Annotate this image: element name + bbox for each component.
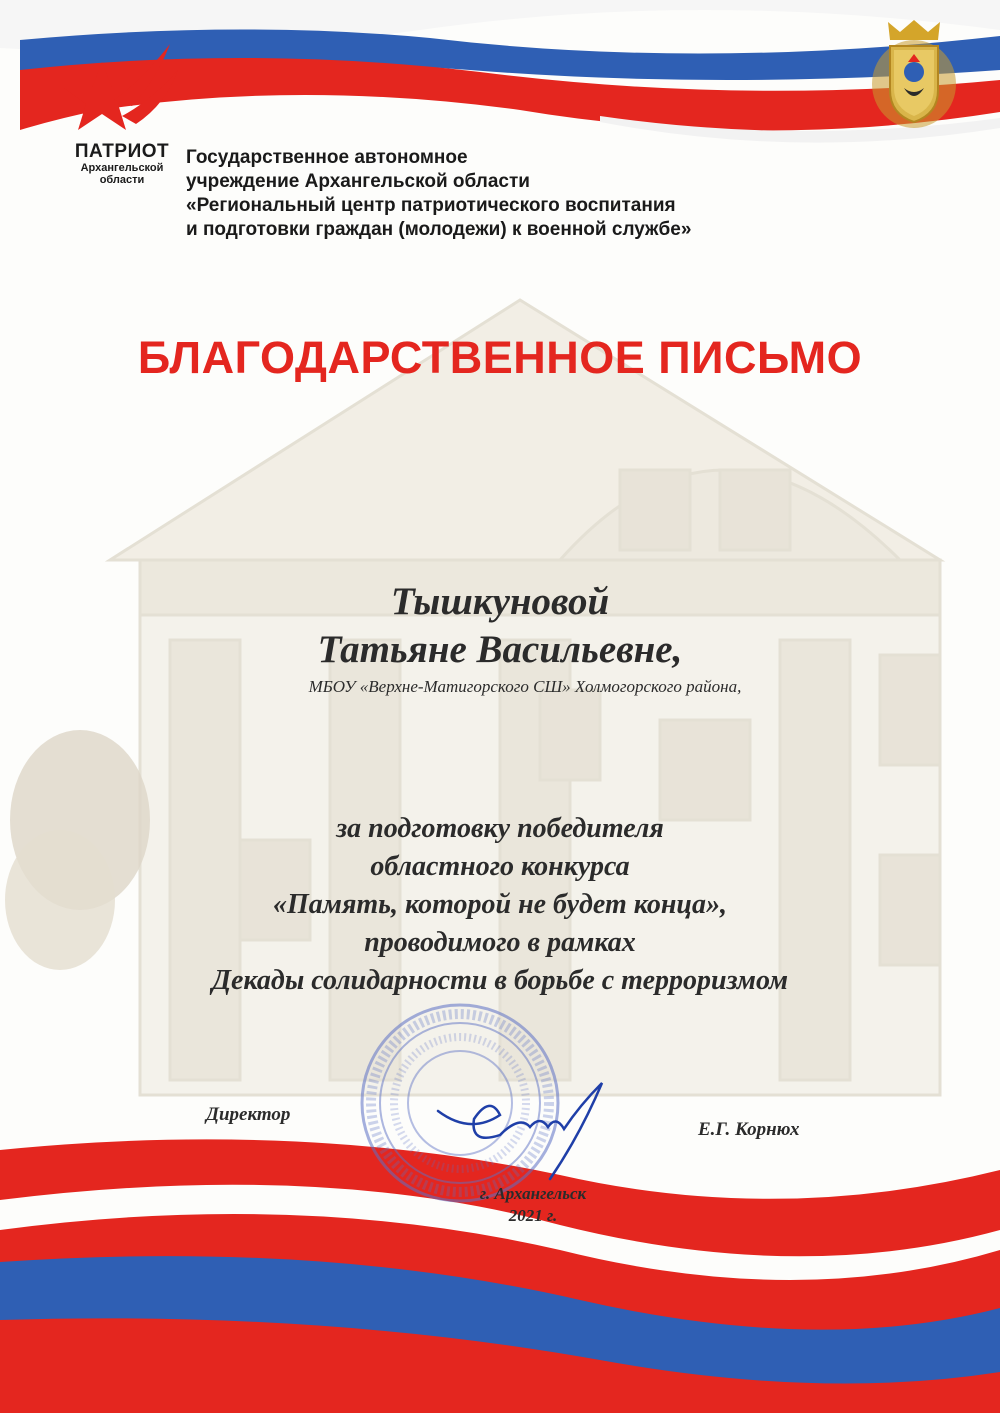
reason-line: за подготовку победителя xyxy=(336,813,664,844)
organization-line: Государственное автономное xyxy=(186,147,468,168)
organization-line: и подготовки граждан (молодежи) к военной службе» xyxy=(186,219,692,240)
logo-subtitle-1: Архангельской xyxy=(80,162,164,174)
recipient-name: Татьяне Васильевне, xyxy=(317,628,683,671)
signer-name: Е.Г. Корнюх xyxy=(698,1119,800,1140)
year: 2021 г. xyxy=(508,1206,558,1225)
director-signature xyxy=(430,1075,630,1185)
logo-title: ПАТРИОТ xyxy=(74,141,170,162)
recipient-block xyxy=(0,578,1000,698)
gratitude-reason xyxy=(0,810,1000,1000)
recipient-organization: МБОУ «Верхне-Матигорского СШ» Холмогорского района, xyxy=(308,677,742,696)
place-and-date xyxy=(438,1183,628,1227)
organization-name xyxy=(186,146,826,242)
reason-line: «Память, которой не будет конца», xyxy=(273,889,727,920)
arkhangelsk-coat-of-arms-icon xyxy=(868,18,960,130)
reason-line: Декады солидарности в борьбе с терроризмом xyxy=(211,965,789,996)
logo-subtitle-2: области xyxy=(99,174,145,186)
red-star-icon xyxy=(62,40,182,140)
patriot-logo xyxy=(62,40,182,186)
organization-line: учреждение Архангельской области xyxy=(186,171,530,192)
reason-line: областного конкурса xyxy=(370,851,630,882)
signer-position: Директор xyxy=(206,1104,291,1125)
document-title: БЛАГОДАРСТВЕННОЕ ПИСЬМО xyxy=(137,332,863,383)
recipient-surname: Тышкуновой xyxy=(390,580,610,623)
organization-line: «Региональный центр патриотического воспитания xyxy=(186,195,676,216)
city: г. Архангельск xyxy=(479,1184,587,1203)
reason-line: проводимого в рамках xyxy=(364,927,636,958)
